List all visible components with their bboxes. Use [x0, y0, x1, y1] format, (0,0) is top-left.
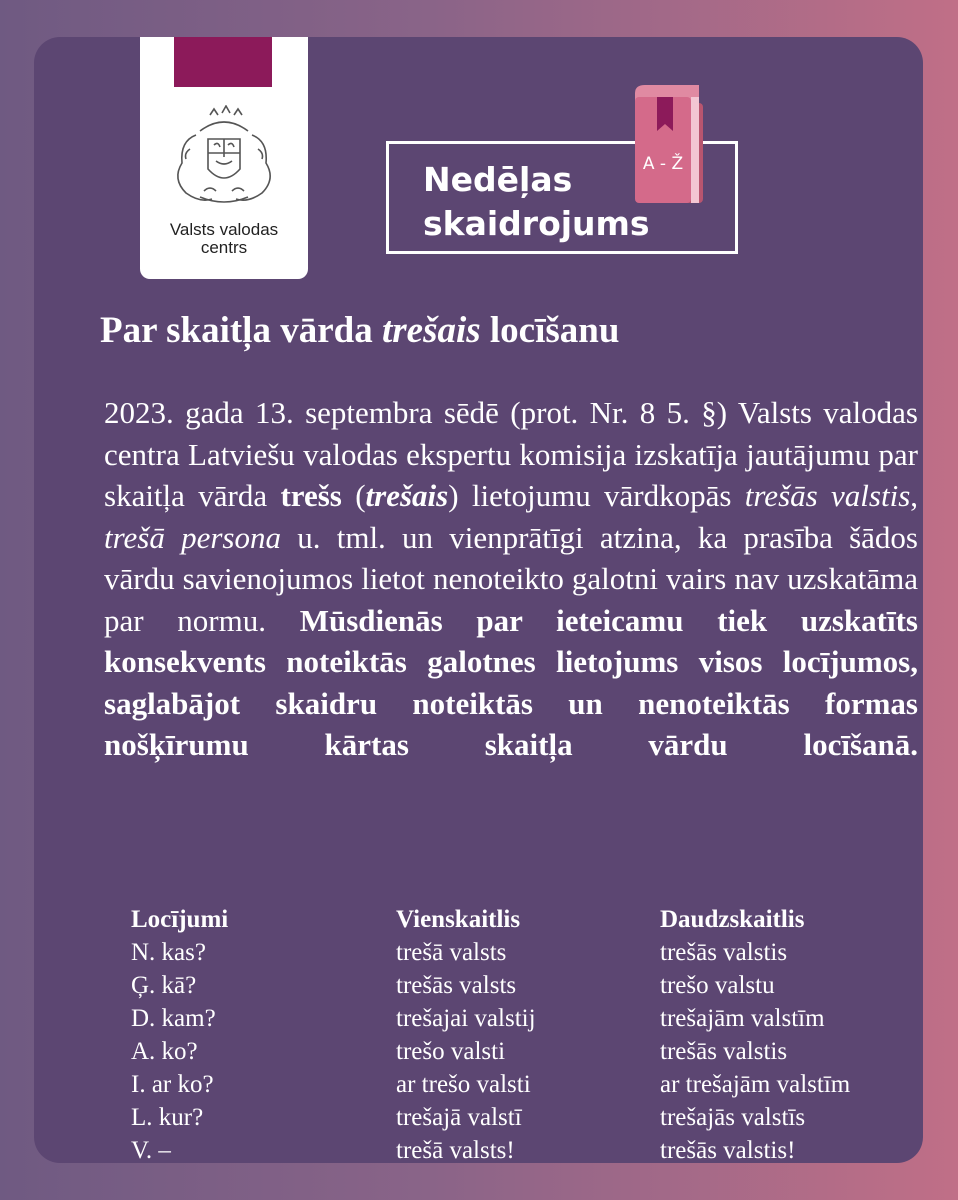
column-cases	[131, 903, 228, 1167]
table-cell: trešajai valstij	[396, 1005, 536, 1032]
conclusion-bold: Mūsdienās par ieteicamu tiek uzskatīts konsekvents noteiktās galotnes lietojums visos locījumos, saglabājot skaidru noteiktās un nenoteiktās formas nošķīrumu kārtas skaitļa vārdu locīšanā.	[104, 602, 918, 762]
table-cell: trešās valstis!	[660, 1137, 796, 1164]
table-cell: I. ar ko?	[131, 1071, 214, 1098]
table-cell: N. kas?	[131, 939, 206, 966]
table-cell: trešās valsts	[396, 972, 517, 999]
column-singular	[396, 903, 536, 1167]
column-header: Locījumi	[131, 906, 229, 933]
column-header: Daudzskaitlis	[660, 906, 805, 933]
page-title: Par skaitļa vārda trešais locīšanu	[100, 310, 620, 351]
badge-text	[423, 158, 650, 246]
table-cell: A. ko?	[131, 1038, 198, 1065]
table-cell: trešo valstu	[660, 972, 775, 999]
table-cell: trešajās valstīs	[660, 1104, 806, 1131]
coat-of-arms-icon	[170, 105, 278, 209]
table-cell: D. kam?	[131, 1005, 216, 1032]
table-cell: trešo valsti	[396, 1038, 506, 1065]
logo-name-line2: centrs	[200, 238, 248, 257]
table-cell: V. –	[131, 1137, 171, 1164]
table-cell: trešās valstis	[660, 939, 788, 966]
logo-text	[140, 221, 308, 257]
table-cell: trešā valsts	[396, 939, 507, 966]
table-cell: ar trešajām valstīm	[660, 1071, 851, 1098]
logo-color-bar	[174, 37, 272, 87]
column-plural	[660, 903, 850, 1167]
explanation-paragraph: 2023. gada 13. septembra sēdē (prot. Nr. 8 5. §) Valsts valodas centra Latviešu valodas ekspertu komisija izskatīja jautājumu par skaitļa vārda trešs (trešais) lietojumu vārdkopās trešās valstis, trešā persona u. tml. un vienprātīgi atzina, ka prasība šādos vārdu savienojumos lietot nenoteikto galotni vairs nav uzskatāma par normu. Mūsdienās par ieteicamu tiek uzskatīts konsekvents noteiktās galotnes lietojums visos locījumos, saglabājot skaidru noteiktās un nenoteiktās formas nošķīrumu kārtas skaitļa vārdu locīšanā.	[104, 395, 919, 762]
content-card	[34, 37, 923, 1163]
column-header: Vienskaitlis	[396, 906, 521, 933]
badge-line2: skaidrojums	[423, 204, 650, 243]
book-label: A - Ž	[642, 154, 684, 174]
table-cell: trešajām valstīm	[660, 1005, 825, 1032]
table-cell: Ģ. kā?	[131, 972, 197, 999]
table-cell: trešā valsts!	[396, 1137, 515, 1164]
dictionary-book-icon	[617, 83, 713, 207]
table-cell: L. kur?	[131, 1104, 204, 1131]
badge-line1: Nedēļas	[423, 160, 573, 199]
table-cell: ar trešo valsti	[396, 1071, 531, 1098]
table-cell: trešajā valstī	[396, 1104, 522, 1131]
table-cell: trešās valstis	[660, 1038, 788, 1065]
logo-tab	[140, 37, 308, 279]
logo-name-line1: Valsts valodas	[169, 220, 279, 239]
